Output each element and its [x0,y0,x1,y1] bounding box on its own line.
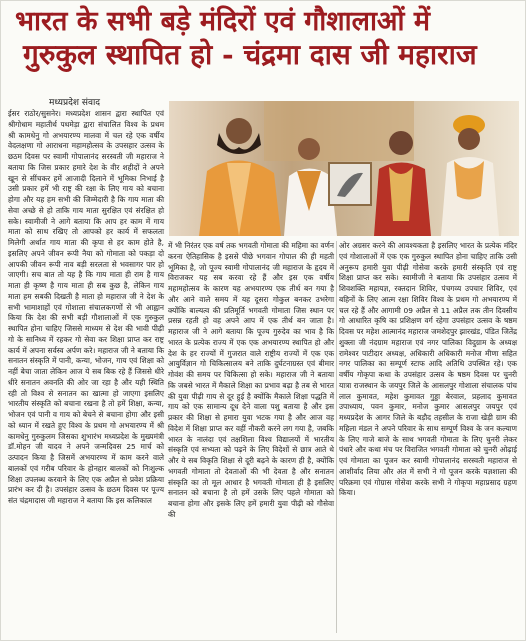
article-text-column-2: में भी निरंतर एक वर्ष तक भगवती गोमाता की महिमा का वर्णन करना ऐतिहासिक है इससे पीछे भगवान गोपाल की ही महती भूमिका है, जो पूज्य स्वामी गोपालानंद जी महाराज के हृदय में विराजकर यह सब करवा रहे हैं और इस एक वर्षीय महामहोत्सव के कारण यह अभयारण्य एक तीर्थ बन गया है और आने वाले समय में यह दूसरा गोकुल बनकर उभरेगा क्योंकि बाल्यत्व की प्रतिमूर्ति भगवती गोमाता जिस स्थान पर प्रसन्न रहती हो वह अपने आप में एक तीर्थ बन जाता है। महाराज जी ने आगे बताया कि पूज्य गुरुदेव का भाव है कि भारत के प्रत्येक राज्य में एक एक अभयारण्य स्थापित हो और देश के हर राज्यों में गुजरात वाले राष्ट्रीय राज्यों में एक एक आयुर्विज्ञान गो चिकित्सालय बने ताकि दुर्घटनाग्रस्त एवं बीमार गोवंश की समय पर चिकित्सा हो सके। महाराज जी ने बताया कि जबसे भारत में मैकाले शिक्षा का प्रभाव बढ़ा है तब से भारत की युवा पीढ़ी गाय से दूर हुई है क्योंकि मैकाले शिक्षा पद्धति में गाय को एक सामान्य दूध देने वाला पशु बताया है और इस प्रकार की शिक्षा से हमारा युवा भटक गया है और आज वह विदेश में शिक्षा प्राप्त कर वहीं नौकरी करने लग गया है, जबकि भारत के नालंदा एवं तक्षशिला विश्व विद्यालयों में भारतीय संस्कृति एवं सभ्यता को पढ़ने के लिए विदेशों से छात्र आते थे और ये सब विकृति शिक्षा से दूरी बढ़ने के कारण ही है, क्योंकि भगवती गोमाता तो देवताओं की भी देवता है और सनातन संस्कृति का तो मूल आधार है भगवती गोमाता ही है इसलिए सनातन को बचाना है तो हमें उसके लिए पहले गोमाता को बचाना होगा और इसके लिए हमें हमारी युवा पीढ़ी को गौसेवा की [168,241,334,519]
news-photo-illustration [169,101,519,236]
article-text-column-3: ओर अग्रसर करने की आवश्यकता है इसलिए भारत के प्रत्येक मंदिर एवं गोशालाओं में एक एक गुरुकुल स्थापित होना चाहिए ताकि उसी अनुरूप हमारी युवा पीढ़ी गोसेवा करके हमारी संस्कृति एवं राष्ट्र शिक्षा प्राप्त कर सके। स्वामीजी ने बताया कि उपसंहार उत्सव में शिवशक्ति महायज्ञ, रक्तदान शिविर, पंचगव्य उपचार शिविर, एवं बहिनों के लिए आत्म रक्षा शिविर विश्व के प्रथम गो अभयारण्य में चल रहे हैं और आगामी 09 अप्रैल से 11 अप्रैल तक तीन दिवसीय गो आधारित कृषि का प्रशिक्षण वर्ग रहेगा उपसंहार उत्सव के षष्ठम दिवस पर महेश आत्मानंद महाराज जमशेदपुर झारखंड, पंडित जितेंद्र शुक्ला जी नंदग्राम महाराज एवं नगर पालिका विदुग्राम के अध्यक्ष रामेश्वर पाटीदार अध्यक्ष, अधिकारी अधिकारी मनोज मीणा सहित नगर पालिका का सम्पूर्ण स्टाफ आदि अतिथि उपस्थित रहे। एक वर्षीय गोकृपा कथा के उपसंहार उत्सव के षष्ठम दिवस पर चुनरी यात्रा राजस्थान के जयपुर जिले के आसलपुर गोशाला संचालक पांच लाल कुमावत, महेश कुमावत गुड्डा बेरवाल, प्रहलाद कुमावत उपाध्याय, पवन कुमार, मनोज कुमार आसलपुर जयपुर एवं मध्यप्रदेश के आगर जिले के बड़ौद तहसील के राजा खेड़ी ग्राम की महिला मंडल ने अपने परिवार के साथ सम्पूर्ण विश्व के जन कल्याण के लिए गाजे बाजे के साथ भगवती गोमाता के लिए चुनरी लेकर पंधारे और कथा मंच पर विराजित भगवती गोमाता को चुनरी ओढ़ाई एवं गोमाता का पूजन कर स्वामी गोपालानंद सरस्वती महाराज से आशीर्वाद लिया और अंत में सभी ने गो पूजन करके यज्ञशाला की परिक्रमा एवं गोग्रास गोसेवा करके सभी ने गोकृपा महाप्रसाद ग्रहण किया। [339,241,517,498]
headline-line-1: भारत के सभी बड़े मंदिरों एवं गौशालाओं में [15,6,431,37]
news-photo [169,101,519,236]
article-column-1 [8,109,164,637]
headline [15,5,515,73]
column-divider [336,241,337,633]
byline: मध्यप्रदेश संवाद [49,98,101,108]
article-text-column-1: ईसर राठोर/सुसनेर। मध्यप्रदेश शासन द्वारा स्थापित एवं श्रीगोधाम महातीर्थ पथमेड़ा द्वारा संचालित विश्व के प्रथम श्री कामधेनु गो अभयारण्य मालवा में चल रहे एक वर्षीय वेदलक्षणा गो आराधना महामहोत्सव के उपसहार उत्सव के छठम दिवस पर स्वामी गोपालानंद सरस्वती जी महाराज ने बताया कि जिस प्रकार हमारे देश के वीर शहीदों ने अपने खून से सींचकर हमें आजादी दिलाने में भूमिका निभाई है उसी प्रकार हमें भी राष्ट्र की रक्षा के लिए गाय को बचाना होगा और यह हम सभी की जिम्मेदारी है कि गाय माता की सेवा अच्छे से हो ताकि गाय माता सुरक्षित एवं संरक्षित हो सके। स्वामीजी ने आगे बताया कि आप हर काम में गाय माता को साथ रखिए तो आपको हर कार्य में सफलता मिलेगी अर्थात गाय माता की कृपा से हर काम होते है, इसलिए अपने जीवन रूपी नैया को गोमाता को पकड़ा दो आपकी जीवन रूपी नाव बड़ी सरलता से भवसागर पार हो जाएगी। सच बात तो यह है कि गाय माता ही राम है गाय माता ही कृष्ण है गाय माता ही सब कुछ है, लेकिन गाय माता हम सबकी दिखती है माता हो महाराज जी ने देश के सभी भामाशाहों एवं गोशाला संचालकगणों से भी आह्वान किया कि देश की सभी बड़ी गौशालाओं में एक गुरुकुल स्थापित होना चाहिए जिससे माध्यम से देश की भावी पीढ़ी गो के सानिध्य में रहकर गो सेवा कर शिक्षा प्राप्त कर राष्ट्र कार्य में अपना सर्वस्व अर्पण करे। महाराज जी ने बताया कि सनातन संस्कृति में पानी, कन्या, भोजन, गाय एवं शिक्षा को नहीं बेचा जाता लेकिन आज ये सब बिक रहे हैं जिससे धीरे धीरे सनातन अवनति की ओर जा रहा है और यही स्थिति रही तो विश्व से सनातन का खात्मा हो जाएगा इसलिए भारतीय संस्कृति को बचाना रखना है तो हमें शिक्षा, कन्या, भोजन एवं पानी व गाय को बेचने से बचाना होगा और इसी को ध्यान में रखते हुए विश्व के प्रथम गो अभयारण्य में श्री कामधेनु गुरुकुलम जिसका शुभारंभ मध्यप्रदेश के मुख्यमंत्री डॉ.मोहन जी यादव ने अपने जन्मदिवस 25 मार्च को उत्पादन किया है जिसमें अभयारण्य में काम करने वाले बालकों एवं गरीब परिवार के होनहार बालकों को निःशुल्क शिक्षा उपलब्ध करवाने के लिए एक अप्रैल से प्रवेश प्रक्रिया प्रारंभ कर दी है। उपसंहार उत्सव के छठम दिवस पर पूज्य संत चंद्रमादास जी महाराज ने बताया कि इस कलिकाल [8,109,164,505]
article-column-2 [168,241,334,637]
article-column-3 [339,241,517,637]
headline-line-2: गुरुकुल स्थापित हो - चंद्रमा दास जी महाराज [23,38,477,72]
